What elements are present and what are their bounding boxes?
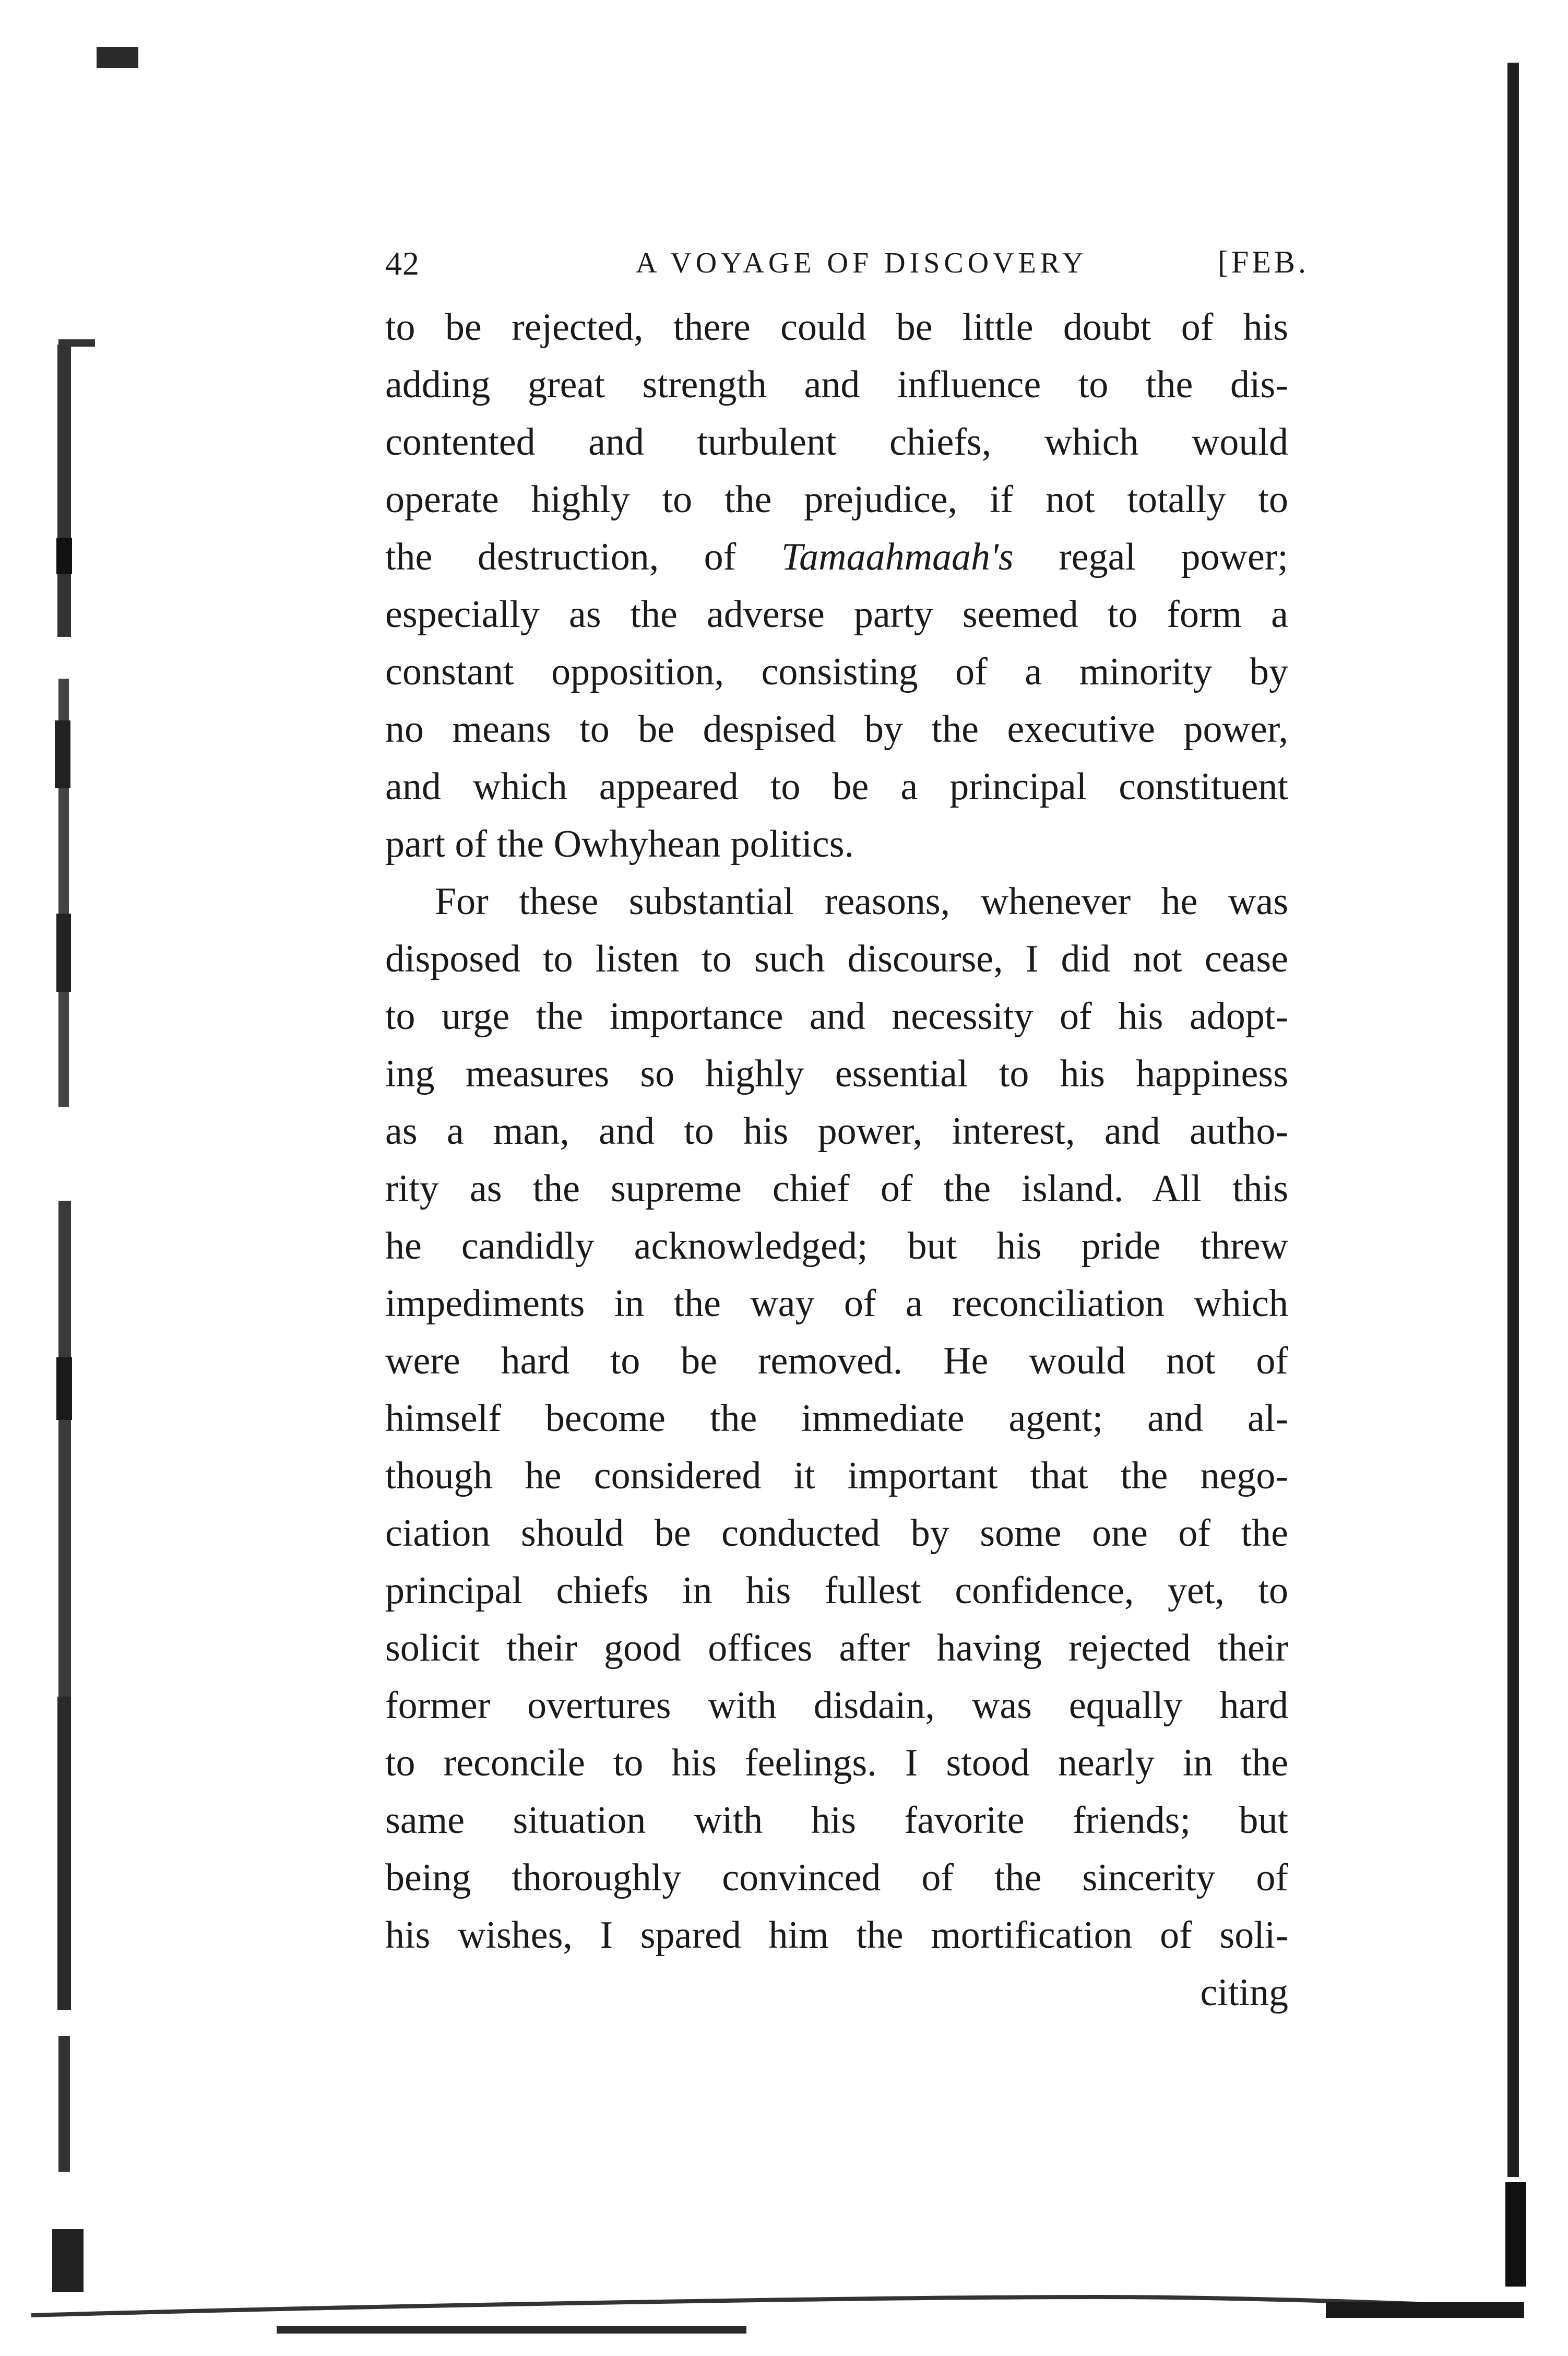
text-line: as a man, and to his power, interest, and autho- (385, 1110, 1288, 1153)
text-fragment: regal power; (1013, 536, 1288, 578)
text-line: were hard to be removed. He would not of (385, 1340, 1288, 1382)
catchword: citing (1200, 1971, 1288, 2014)
text-line: being thoroughly convinced of the sincerity of (385, 1856, 1288, 1899)
text-line: ciation should be conducted by some one of the (385, 1512, 1288, 1555)
text-line: For these substantial reasons, whenever he was (435, 880, 1288, 923)
left-binding-shadow (0, 0, 157, 2356)
text-line: rity as the supreme chief of the island. All this (385, 1167, 1288, 1210)
body-text (385, 299, 1288, 2021)
text-line: to be rejected, there could be little doubt of his (385, 306, 1288, 349)
running-head (385, 239, 1309, 297)
text-line: though he considered it important that the nego- (385, 1454, 1288, 1497)
text-line: part of the Owhyhean politics. (385, 823, 854, 866)
running-title: A VOYAGE OF DISCOVERY (636, 247, 1088, 279)
text-line: his wishes, I spared him the mortification of soli- (385, 1914, 1288, 1957)
text-line: same situation with his favorite friends; but (385, 1799, 1288, 1842)
text-line: ing measures so highly essential to his happiness (385, 1052, 1288, 1095)
text-fragment: the destruction, of (385, 536, 781, 578)
text-line: himself become the immediate agent; and al- (385, 1397, 1288, 1440)
text-line: to reconcile to his feelings. I stood nearly in the (385, 1742, 1288, 1784)
text-line: adding great strength and influence to the dis- (385, 363, 1288, 406)
text-line: and which appeared to be a principal constituent (385, 765, 1288, 808)
text-line: constant opposition, consisting of a minority by (385, 650, 1288, 693)
text-line: contented and turbulent chiefs, which would (385, 421, 1288, 464)
text-line: operate highly to the prejudice, if not totally to (385, 478, 1288, 521)
text-line: principal chiefs in his fullest confidence, yet, to (385, 1569, 1288, 1612)
text-line: disposed to listen to such discourse, I did not cease (385, 938, 1288, 980)
italic-name: Tamaahmaah's (781, 536, 1014, 578)
text-line: especially as the adverse party seemed to form a (385, 593, 1288, 636)
text-line: impediments in the way of a reconciliation which (385, 1282, 1288, 1325)
text-line: no means to be despised by the executive power, (385, 708, 1288, 751)
text-line: solicit their good offices after having rejected their (385, 1627, 1288, 1670)
text-line (385, 528, 1288, 586)
text-line: he candidly acknowledged; but his pride threw (385, 1225, 1288, 1268)
right-page-edge-shadow (1482, 0, 1568, 2356)
text-line: to urge the importance and necessity of his adopt- (385, 995, 1288, 1038)
page-number: 42 (385, 245, 420, 282)
text-line: former overtures with disdain, was equally hard (385, 1684, 1288, 1727)
running-month: [FEB. (1217, 245, 1309, 279)
bottom-page-edge-shadow (0, 2224, 1568, 2356)
